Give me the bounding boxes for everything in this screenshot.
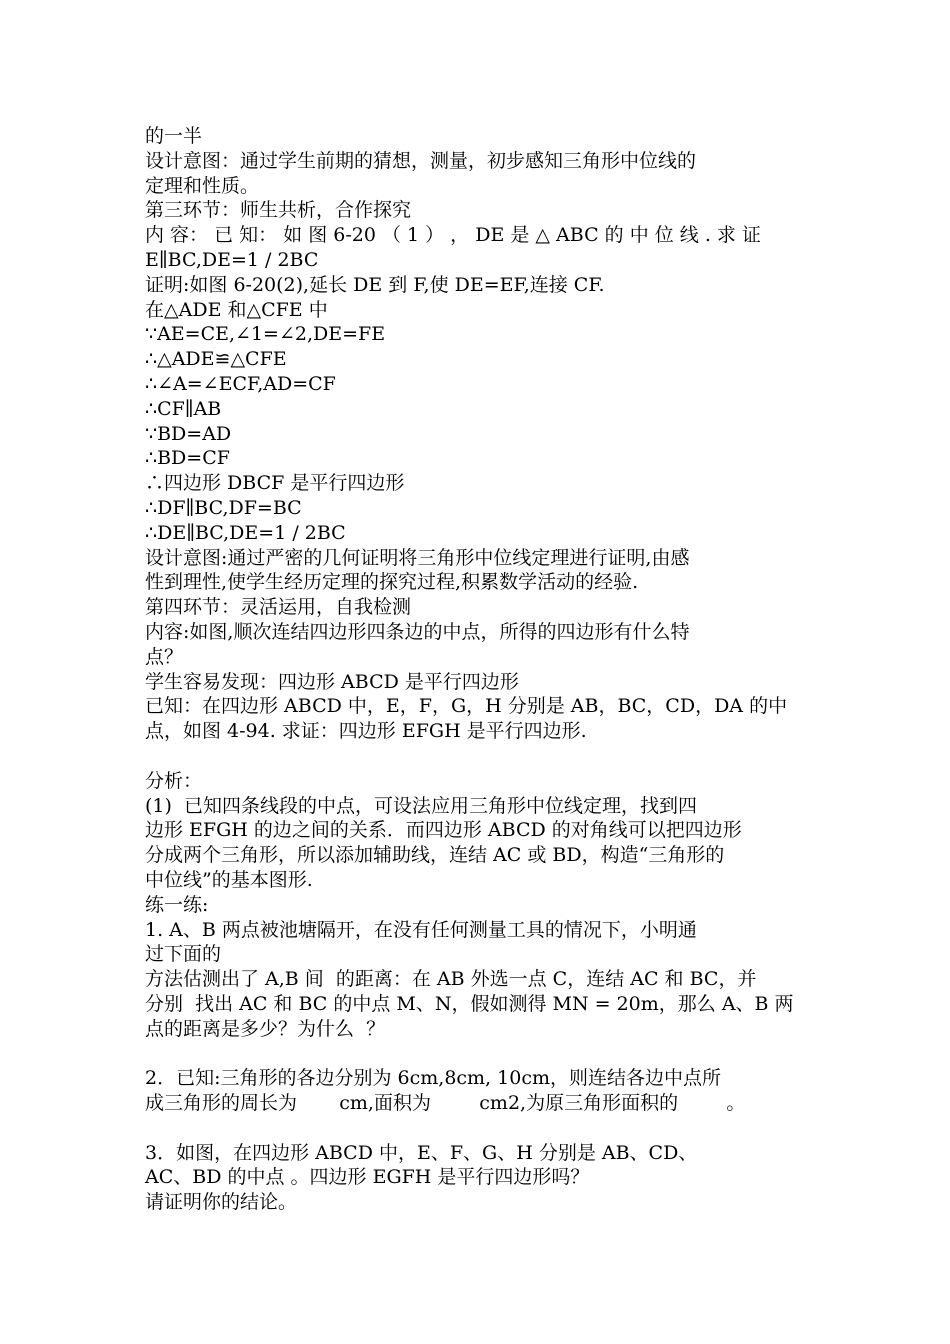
proof-line: ∵BD=AD: [145, 422, 232, 445]
exercise-line: 1. A、B 两点被池塘隔开，在没有任何测量工具的情况下，小明通: [145, 918, 697, 941]
section-heading: 第四环节：灵活运用，自我检测: [145, 596, 412, 619]
proof-line: ∴CF∥AB: [145, 397, 222, 420]
text-line: 内 容： 已 知： 如 图 6-20 （ 1 ） ， DE 是 △ ABC 的 中 位 线 . 求 证: [145, 224, 761, 247]
text-line: 已知：在四边形 ABCD 中，E，F，G，H 分别是 AB，BC，CD，DA 的中: [145, 695, 788, 718]
section-heading: 第三环节：师生共析，合作探究: [145, 199, 412, 222]
text-line: 学生容易发现：四边形 ABCD 是平行四边形: [145, 670, 519, 693]
text-line: 点？: [145, 645, 184, 668]
text-line: E∥BC,DE=1 / 2BC: [145, 248, 319, 271]
exercise-line: 3．如图，在四边形 ABCD 中，E、F、G、H 分别是 AB、CD、: [145, 1141, 698, 1164]
text-line: 分成两个三角形，所以添加辅助线，连结 AC 或 BD，构造“三角形的: [145, 844, 725, 867]
exercise-line: 过下面的: [145, 943, 222, 966]
proof-line: ∴BD=CF: [145, 447, 230, 470]
exercise-line: 方法估测出了 A,B 间 的距离：在 AB 外选一点 C，连结 AC 和 BC，并: [145, 968, 757, 991]
text-line: 性到理性,使学生经历定理的探究过程,积累数学活动的经验.: [145, 571, 639, 594]
text-line: 设计意图:通过严密的几何证明将三角形中位线定理进行证明,由感: [145, 546, 690, 569]
proof-line: ∵AE=CE,∠1=∠2,DE=FE: [145, 323, 386, 346]
exercise-line: 点的距离是多少？为什么 ？: [145, 1017, 386, 1040]
text-line: 内容:如图,顺次连结四边形四条边的中点，所得的四边形有什么特: [145, 620, 690, 643]
exercise-line: 分别 找出 AC 和 BC 的中点 M、N，假如测得 MN = 20m，那么 A、B 两: [145, 992, 794, 1015]
blank-line: [145, 1116, 813, 1141]
exercise-line: 成三角形的周长为 cm,面积为 cm2,为原三角形面积的 。: [145, 1092, 746, 1115]
text-line: 边形 EFGH 的边之间的关系．而四边形 ABCD 的对角线可以把四边形: [145, 819, 742, 842]
exercise-line: 请证明你的结论。: [145, 1191, 298, 1214]
proof-line: ∴DF∥BC,DF=BC: [145, 496, 302, 519]
proof-line: ∴△ADE≌△CFE: [145, 348, 287, 371]
exercise-line: 2．已知:三角形的各边分别为 6cm,8cm, 10cm，则连结各边中点所: [145, 1067, 721, 1090]
text-line: 练一练:: [145, 893, 209, 916]
proof-line: 证明:如图 6-20(2),延长 DE 到 F,使 DE=EF,连接 CF.: [145, 273, 605, 296]
text-line: 中位线”的基本图形.: [145, 868, 313, 891]
proof-line: ∴四边形 DBCF 是平行四边形: [145, 472, 405, 495]
text-line: 点，如图 4-94. 求证：四边形 EFGH 是平行四边形.: [145, 720, 587, 743]
proof-line: 在△ADE 和△CFE 中: [145, 298, 328, 321]
text-line: 的一半: [145, 125, 203, 147]
text-line: (1) 已知四条线段的中点，可设法应用三角形中位线定理，找到四: [145, 794, 697, 817]
blank-line: [145, 1041, 813, 1066]
document-body: [145, 124, 813, 1215]
text-line: 定理和性质。: [145, 174, 260, 197]
text-line: 分析：: [145, 769, 203, 792]
exercise-line: AC、BD 的中点 。四边形 EGFH 是平行四边形吗？: [145, 1166, 590, 1189]
proof-line: ∴DE∥BC,DE=1 / 2BC: [145, 521, 346, 544]
text-line: 设计意图：通过学生前期的猜想，测量，初步感知三角形中位线的: [145, 149, 697, 172]
proof-line: ∴∠A=∠ECF,AD=CF: [145, 372, 336, 395]
blank-line: [145, 744, 813, 769]
